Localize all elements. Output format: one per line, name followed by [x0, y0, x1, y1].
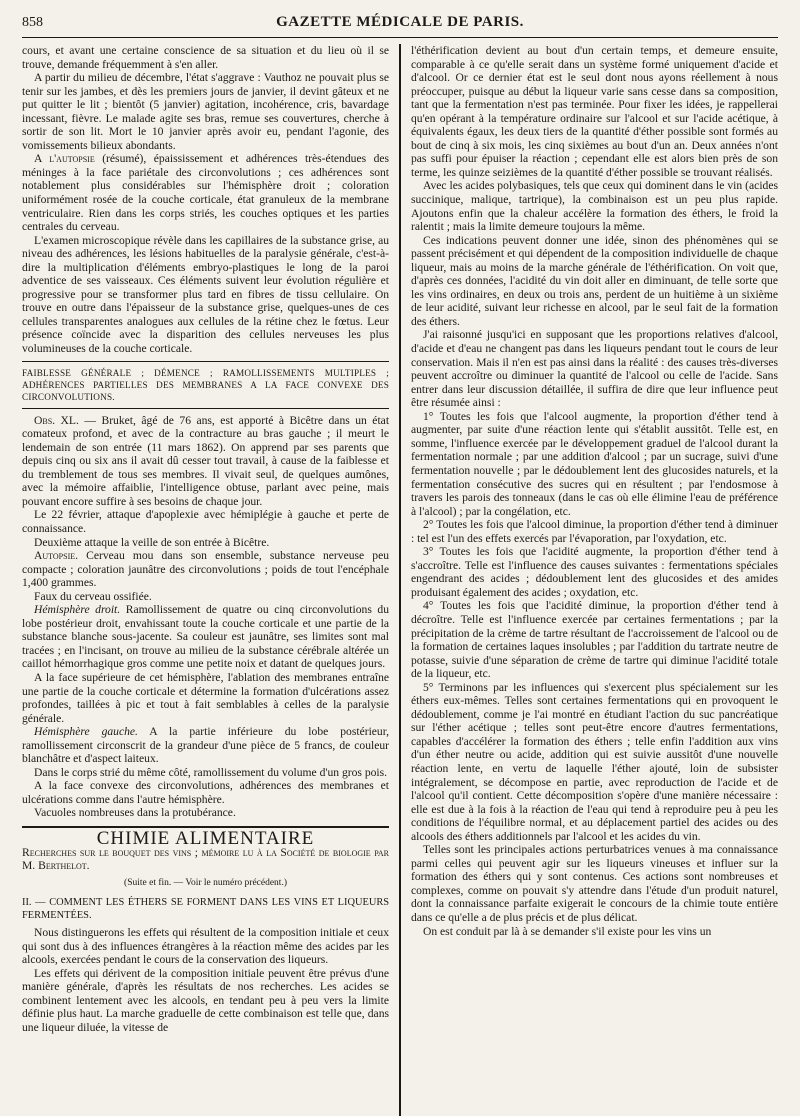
- hemisphere-label: Hémisphère gauche.: [34, 725, 138, 739]
- paragraph: cours, et avant une certaine conscience de sa situation et du lieu où il se trouve, demande fréquemment à s'en aller.: [22, 44, 390, 71]
- paragraph: J'ai raisonné jusqu'ici en supposant que les proportions relatives d'alcool, d'acide et d'eau ne changent pas dans les liqueurs pendant tout le cours de leur conservation. Mais il n'en est pas ainsi dans la réalité : des causes très-diverses peuvent accroître ou diminuer la quantité de l'alcool ou celle de l'acide. Sans entrer dans leur discussion détaillée, il suffira de dire que leur influence peut être résumée ainsi :: [410, 328, 778, 410]
- page-number: 858: [22, 15, 43, 30]
- hemisphere-label: Hémisphère droit.: [34, 603, 121, 617]
- autopsy-label: A l'autopsie: [34, 152, 95, 166]
- continuation-note: (Suite et fin. — Voir le numéro précédent.): [124, 877, 287, 888]
- paragraph: Avec les acides polybasiques, tels que ceux qui dominent dans le vin (acides succinique, malique, tartrique), la combinaison est un peu plus rapide. Ajoutons enfin que la chaleur accélère la formation des éthers, le froid la ralentit ; mais la limite demeure toujours la même.: [410, 179, 778, 234]
- paragraph: l'éthérification devient au bout d'un certain temps, et demeure ensuite, comparable à ce qu'elle serait dans un système formé uniquement d'acide et d'alcool. Or ce dernier état est le seul dont nous ayons réellement à nous préoccuper, puisque au début la liqueur varie sans cesse dans sa composition, tant que la fermentation n'est pas terminée. Pour fixer les idées, je rappellerai qu'en opérant à la température ordinaire sur l'alcool et sur l'acide acétique, à équivalents égaux, les deux tiers de la quantité d'éther possible sont formés au bout de cinq à six mois, les cinq sixièmes au bout d'un an. Deux années n'ont pas suffi pour épuiser la réaction ; cependant elle est alors bien près de son terme, les quinze seizièmes de la quantité d'éther possible se trouvant réalisés.: [410, 44, 778, 179]
- paragraph: Ces indications peuvent donner une idée, sinon des phénomènes qui se passent précisément et qui dépendent de la composition individuelle de chaque liqueur, mais au moins de la marche générale de l'éthérification. On voit que, d'après ces données, l'acidité du vin doit aller en diminuant, de telle sorte que les vins ordinaires, en deux ou trois ans, perdent de un huitième à un sixième de leur acidité, suivant leur richesse en alcool, par le seul fait de la formation des éthers.: [410, 233, 778, 328]
- subheading: II. — COMMENT LES ÉTHERS SE FORMENT DANS LES VINS ET LIQUEURS FERMENTÉES.: [22, 897, 390, 922]
- article-title: Recherches sur le bouquet des vins ; mémoire lu à la Société de biologie par M. Berthelot.: [22, 845, 390, 873]
- paragraph: On est conduit par là à se demander s'il existe pour les vins un: [422, 924, 712, 938]
- paragraph: L'examen microscopique révèle dans les capillaires de la substance grise, au niveau des adhérences, les lésions habituelles de la paralysie générale, c'est-à-dire la multiplication d'éléments embryo-plastiques le long de la paroi adventice de ses vaisseaux. Ces éléments suivent leur évolution régulière et progressive pour se transformer plus tard en fibres de tissu cellulaire. On trouve en outre dans l'épaisseur de la substance grise, quelques-unes de ces cellules transparentes analogues aux cellules de la rétine chez le fœtus. Leur présence coïncide avec la disparition des cellules nerveuses les plus volumineuses de la couche corticale.: [22, 233, 390, 356]
- paragraph: Deuxième attaque la veille de son entrée à Bicêtre.: [34, 535, 270, 549]
- paragraph: Faux du cerveau ossifiée.: [34, 589, 152, 603]
- paragraph: A la face convexe des circonvolutions, adhérences des membranes et ulcérations comme dans l'autre hémisphère.: [22, 779, 390, 806]
- left-column: [22, 44, 389, 1116]
- hemisphere-text: A la partie inférieure du lobe postérieur, ramollissement circonscrit de la grandeur d'une pièce de 5 francs, de couleur blanchâtre et d'aspect laiteux.: [22, 725, 390, 766]
- paragraph: Telles sont les principales actions perturbatrices venues à ma connaissance parmi celles qui peuvent agir sur les liqueurs vineuses et influer sur la formation des éthers qui y sont contenus. Ces actions sont nombreuses et complexes, comme on pouvait s'y attendre dans l'étude d'un produit naturel, dont la connaissance parfaite exigerait le concours de la chimie toute entière dans ce qu'elle a de plus précis et de plus délicat.: [410, 843, 778, 924]
- paragraph: 5° Terminons par les influences qui s'exercent plus spécialement sur les éthers eux-mêmes. Telles sont certaines fermentations qui en provoquent le dédoublement, comme je l'ai montré en étudiant l'action du suc pancréatique sur l'éther acétique ; telles sont peut-être encore d'autres fermentations, capables d'accélérer la formation des éthers ; telle enfin l'addition aux vins d'un éther neutre ou acide, addition qui est suivie aussitôt d'une nouvelle réaction lente, en vertu de laquelle l'éther ajouté, loin de subsister intégralement, se décompose en partie, avec reproduction de l'acide et de l'alcool qu'il contient. Cette décomposition s'opère d'une manière nécessaire : elle est due à la fois à la réaction de l'eau qui tend à reproduire peu à peu les conditions de l'équilibre normal, et au déplacement partiel des acides ou des alcools des éthers additionnels par l'alcool et les acides du vin.: [410, 680, 778, 843]
- autopsy-label: Autopsie.: [34, 549, 79, 563]
- paragraph: A partir du milieu de décembre, l'état s'aggrave : Vauthoz ne pouvait plus se tenir sur les jambes, et dès les premiers jours de janvier, il devint gâteux et ne put quitter le lit ; bientôt (5 janvier) agitation, incohérence, cris, bavardage incessant, fièvre. Le malade agite ses bras, remue ses couvertures, cherche à sortir de son lit. Mort le 10 janvier après avoir eu, pendant l'agonie, des vomissements bilieux abondants.: [22, 71, 390, 152]
- column-rule: [399, 44, 401, 1116]
- section-title: CHIMIE ALIMENTAIRE: [96, 827, 315, 849]
- paragraph: [22, 152, 389, 233]
- paragraph: Les effets qui dérivent de la composition initiale peuvent être prévus d'une manière générale, d'après les résultats de nos recherches. Les acides se combinent lentement avec les alcools, en tendant peu à peu vers la limite définie plus haut. La marche graduelle de cette combinaison est telle que, dans une liqueur diluée, la vitesse de: [22, 966, 390, 1034]
- columns: [22, 44, 778, 1116]
- paragraph: [22, 603, 389, 671]
- right-column: [411, 44, 778, 1116]
- paragraph: 2° Toutes les fois que l'alcool diminue, la proportion d'éther tend à diminuer : tel est l'un des effets exercés par l'évaporation, par l'oxydation, etc.: [410, 518, 778, 545]
- page-header: [22, 14, 778, 38]
- paragraph: 3° Toutes les fois que l'acidité augmente, la proportion d'éther tend à s'accroître. Telle est l'influence des causes suivantes : fermentations spéciales engendrant des acides ; dédoublement lent des glucosides et des amides produisant également des acides ; oxydation, etc.: [410, 545, 778, 599]
- paragraph: Vacuoles nombreuses dans la protubérance.: [34, 806, 236, 820]
- observation-text: — Bruket, âgé de 76 ans, est apporté à Bicêtre dans un état comateux profond, et avec de la contracture au bras gauche ; il meurt le lendemain de son entrée (11 mars 1862). On apprend par ses parents que depuis cinq ou six ans il avait dû cesser tout travail, à cause de la faiblesse et du tremblement de tous ses membres. Il vivait seul, de quelques aumônes, avec la mémoire affaiblie, l'intelligence obtuse, parlant avec peine, mais pouvant encore suffire à ses besoins de chaque jour.: [22, 413, 390, 508]
- paragraph: 4° Toutes les fois que l'acidité diminue, la proportion d'éther tend à décroître. Telle est l'influence exercée par certaines fermentations ; par la précipitation de la crème de tartre résultant de l'accroissement de l'alcool ou de la formation de certaines laques insolubles ; par l'addition du tartrate neutre de potasse, suivie d'une séparation de crème de tartre qui diminue l'acidité totale de la liqueur, etc.: [410, 599, 778, 681]
- paragraph: Le 22 février, attaque d'apoplexie avec hémiplégie à gauche et perte de connaissance.: [22, 508, 390, 535]
- paragraph: 1° Toutes les fois que l'alcool augmente, la proportion d'éther tend à augmenter, par suite d'une réaction lente qui s'établit aussitôt. Telle est, en somme, l'influence exercée par le développement graduel de l'alcool durant la fermentation normale ; par une addition d'alcool ; par un sucrage, suivi d'une fermentation nouvelle ; par le dédoublement lent des glucosides naturels, et la fermentation consécutive des sucres qui en résultent ; par l'endosmose à travers les parois des tonneaux (dans le cas où elle élimine l'eau de préférence à l'alcool) ; par la congélation, etc.: [410, 409, 778, 518]
- hemisphere-text: Ramollissement de quatre ou cinq circonvolutions du lobe postérieur droit, envahissant toute la couche corticale et une partie de la substance blanche sous-jacente. Sa couleur est jaunâtre, ses limites sont mal tracées ; en l'incisant, on trouve au milieu de la substance cérébrale altérée un caillot hémorrhagique gros comme une petite noix et datant de quelques jours.: [22, 603, 390, 671]
- case-summary: FAIBLESSE GÉNÉRALE ; DÉMENCE ; RAMOLLISSEMENTS MULTIPLES ; ADHÉRENCES PARTIELLES DES MEMBRANES A LA FACE CONVEXE DES CIRCONVOLUTIONS.: [22, 367, 390, 402]
- paragraph: A la face supérieure de cet hémisphère, l'ablation des membranes entraîne une partie de la couche corticale et détermine la formation d'ulcérations assez profondes, taillées à pic et tout à fait semblables à celles de la paralysie générale.: [22, 670, 390, 725]
- autopsy-text: Cerveau mou dans son ensemble, substance nerveuse peu compacte ; coloration jaunâtre des circonvolutions ; poids de tout l'encéphale 1,400 grammes.: [22, 549, 390, 590]
- observation-label: Obs. XL.: [34, 413, 79, 427]
- paragraph: [22, 414, 389, 509]
- paragraph: [22, 725, 389, 766]
- divider: [22, 408, 389, 409]
- paragraph: Nous distinguerons les effets qui résultent de la composition initiale et ceux qui sont dus à des influences étrangères à la réaction même des acides par les alcools, exercées pendant le cours de la conservation des liqueurs.: [22, 926, 390, 967]
- journal-title: GAZETTE MÉDICALE DE PARIS.: [276, 14, 524, 30]
- paragraph: [22, 549, 389, 590]
- autopsy-text: (résumé), épaississement et adhérences très-étendues des méninges à la face pariétale des circonvolutions ; ces adhérences sont notablement plus considérables sur l'hémisphère droit ; coloration uniformément rosée de la couche corticale, état granuleux de la membrane ventriculaire. Rien dans les corps striés, les couches optiques et les parties centrales du cerveau.: [22, 152, 390, 234]
- paragraph: Dans le corps strié du même côté, ramollissement du volume d'un gros pois.: [34, 765, 388, 779]
- divider: [22, 361, 389, 362]
